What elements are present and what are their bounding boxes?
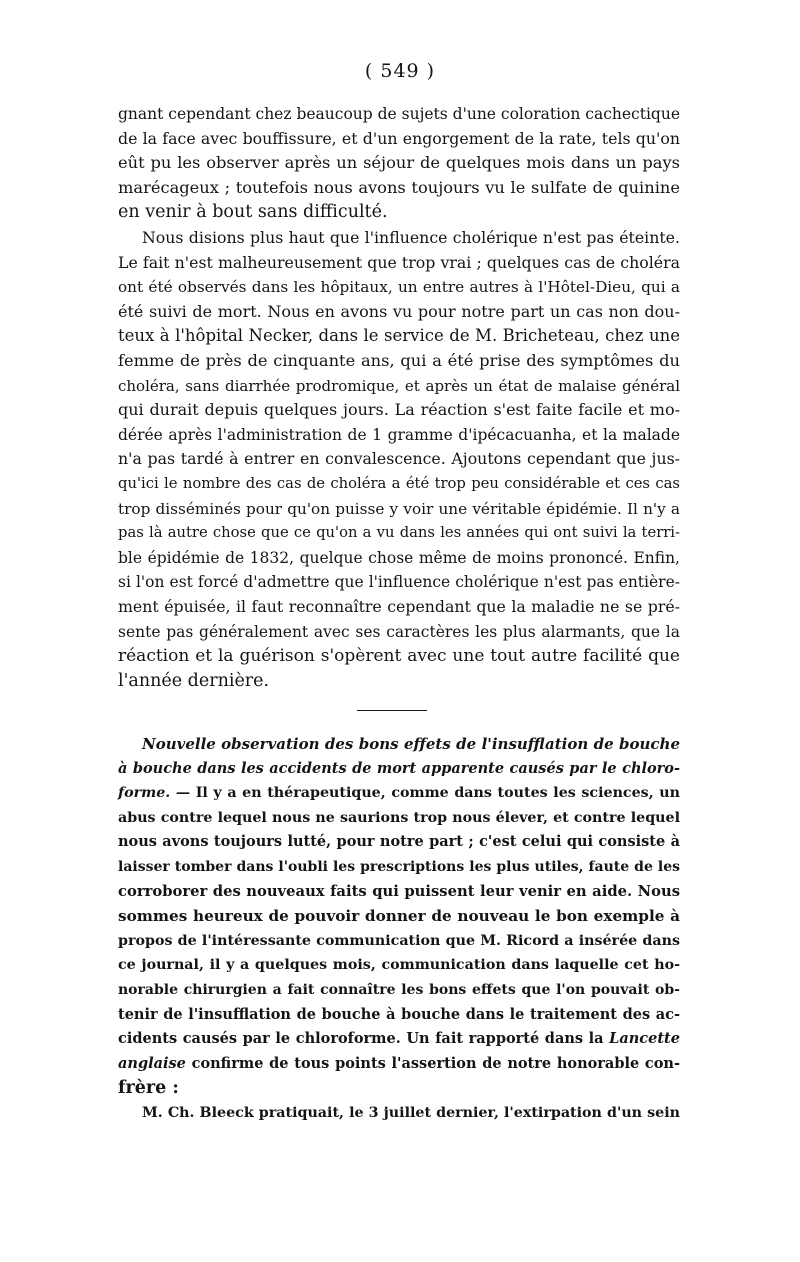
page-number: ( 549 ) bbox=[364, 60, 436, 82]
text-line: nous avons toujours lutté, pour notre part ; c'est celui qui consiste à bbox=[118, 833, 680, 851]
text-line: teux à l'hôpital Necker, dans le service de M. Bricheteau, chez une bbox=[118, 326, 680, 346]
text-line: l'année dernière. bbox=[118, 670, 270, 691]
text-line: M. Ch. Bleeck pratiquait, le 3 juillet dernier, l'extirpation d'un sein bbox=[142, 1104, 680, 1121]
section-title-end: forme. bbox=[118, 785, 171, 802]
text-line: dérée après l'administration de 1 gramme d'ipécacuanha, et la malade bbox=[118, 425, 680, 444]
text-line: marécageux ; toutefois nous avons toujours vu le sulfate de quinine bbox=[118, 177, 680, 197]
text-line: gnant cependant chez beaucoup de sujets d'une coloration cachectique bbox=[118, 105, 680, 123]
text-line: ce journal, il y a quelques mois, communication dans laquelle cet ho- bbox=[118, 957, 680, 974]
text-line: Le fait n'est malheureusement que trop vrai ; quelques cas de choléra bbox=[118, 252, 680, 272]
text-line: pas là autre chose que ce qu'on a vu dans les années qui ont suivi la terri- bbox=[118, 524, 680, 542]
text-line: en venir à bout sans difficulté. bbox=[118, 202, 388, 223]
text-line: propos de l'intéressante communication que M. Ricord a insérée dans bbox=[118, 932, 680, 949]
text-line: laisser tomber dans l'oubli les prescriptions les plus utiles, faute de les bbox=[118, 858, 680, 875]
text-run: — Il y a en thérapeutique, comme dans toutes les sciences, un bbox=[175, 785, 680, 802]
text-line: qu'ici le nombre des cas de choléra a été trop peu considérable et ces cas bbox=[118, 474, 680, 492]
section-title: à bouche dans les accidents de mort apparente causés par le chloro- bbox=[118, 759, 680, 777]
text-line: de la face avec bouffissure, et d'un engorgement de la rate, tels qu'on bbox=[118, 128, 680, 148]
text-line: été suivi de mort. Nous en avons vu pour notre part un cas non dou- bbox=[118, 301, 680, 321]
text-line: choléra, sans diarrhée prodromique, et après un état de malaise général bbox=[118, 376, 680, 395]
text-line: ont été observés dans les hôpitaux, un entre autres à l'Hôtel-Dieu, qui a bbox=[118, 278, 680, 297]
text-line bbox=[118, 1027, 680, 1052]
text-line bbox=[118, 1052, 680, 1077]
text-line: réaction et la guérison s'opèrent avec une tout autre facilité que bbox=[118, 646, 680, 667]
section-title: Nouvelle observation des bons effets de l'insufflation de bouche bbox=[142, 735, 680, 753]
text-line: femme de près de cinquante ans, qui a été prise des symptômes du bbox=[118, 350, 680, 370]
journal-name: anglaise bbox=[118, 1054, 186, 1072]
text-run: confirme de tous points l'assertion de notre honorable con- bbox=[191, 1054, 680, 1072]
text-line: Nous disions plus haut que l'influence cholérique n'est pas éteinte. bbox=[142, 228, 680, 247]
text-line: abus contre lequel nous ne saurions trop nous élever, et contre lequel bbox=[118, 809, 680, 826]
text-line bbox=[118, 781, 680, 806]
text-line: si l'on est forcé d'admettre que l'influence cholérique n'est pas entière- bbox=[118, 573, 680, 592]
text-line: corroborer des nouveaux faits qui puissent leur venir en aide. Nous bbox=[118, 882, 680, 900]
text-line: tenir de l'insufflation de bouche à bouche dans le traitement des ac- bbox=[118, 1005, 680, 1023]
text-line: frère : bbox=[118, 1078, 179, 1099]
text-line: norable chirurgien a fait connaître les bons effets que l'on pouvait ob- bbox=[118, 981, 680, 998]
text-line: n'a pas tardé à entrer en convalescence. Ajoutons cependant que jus- bbox=[118, 449, 680, 469]
text-line: sommes heureux de pouvoir donner de nouveau le bon exemple à bbox=[118, 907, 680, 926]
text-line: trop disséminés pour qu'on puisse y voir une véritable épidémie. Il n'y a bbox=[118, 499, 680, 518]
text-line: ment épuisée, il faut reconnaître cependant que la maladie ne se pré- bbox=[118, 596, 680, 616]
text-line: ble épidémie de 1832, quelque chose même de moins prononcé. Enfin, bbox=[118, 548, 680, 567]
section-divider bbox=[357, 710, 427, 711]
text-run: cidents causés par le chloroforme. Un fait rapporté dans la bbox=[118, 1030, 604, 1048]
article-section bbox=[118, 732, 680, 1126]
text-line: sente pas généralement avec ses caractères les plus alarmants, que la bbox=[118, 622, 680, 641]
paragraph-2 bbox=[118, 226, 680, 693]
text-line: qui durait depuis quelques jours. La réaction s'est faite facile et mo- bbox=[118, 400, 680, 420]
journal-name: Lancette bbox=[609, 1030, 680, 1048]
paragraph-1 bbox=[118, 102, 680, 225]
text-line: eût pu les observer après un séjour de quelques mois dans un pays bbox=[118, 153, 680, 173]
